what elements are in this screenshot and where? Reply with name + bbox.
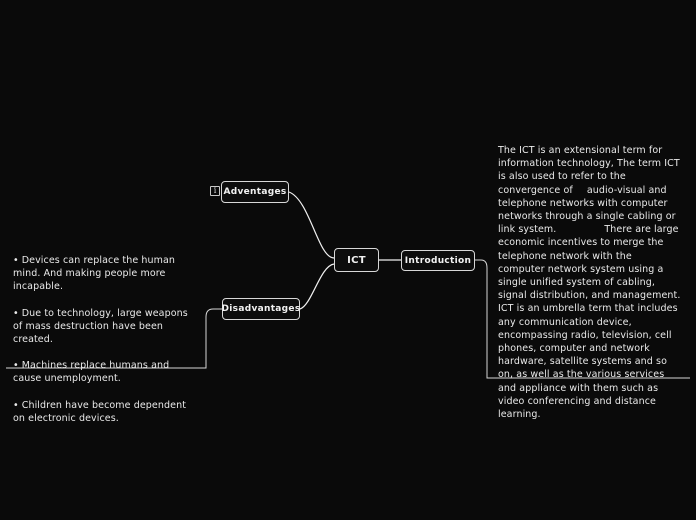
mindmap-node-advantages[interactable] [221,181,289,203]
intro-note-line-4: ICT is an umbrella term that includes any communication device, encompassing radio, television, cell phones, computer and network hardware, satellite systems and so on, as well as the various services and appliance with them such as video conferencing and distance learning. [498,303,678,421]
list-item [13,359,198,385]
list-item [13,254,198,294]
disadvantages-note-text [13,254,198,425]
list-item [13,307,198,347]
list-item-text: Devices can replace the human mind. And making people more incapable. [13,255,176,293]
introduction-note-text [498,144,681,421]
node-introduction-label: Introduction [404,255,472,266]
bullet-icon: • [13,399,19,411]
bullet-icon: • [13,307,19,319]
note-indicator-icon[interactable]: i [210,186,220,196]
list-item-text: Due to technology, large weapons of mass destruction have been created. [13,307,188,346]
list-item-text: Machines replace humans and cause unemployment. [13,360,170,385]
node-disadvantages-label: Disadvantages [221,304,301,314]
intro-note-line-2: audio-visual and telephone networks with computer networks through a single cabling or link system. [498,184,676,236]
intro-note-line-1: The ICT is an extensional term for information technology, The term ICT is also used to refer to the convergence of [498,145,680,196]
list-item-text: Children have become dependent on electronic devices. [13,399,187,424]
bullet-icon: • [13,255,19,266]
mindmap-node-disadvantages[interactable] [222,298,300,320]
node-advantages-label: Adventages [223,187,287,197]
mindmap-node-root[interactable] [334,248,379,272]
node-root-label: ICT [347,254,366,266]
list-item [13,399,198,425]
mindmap-node-introduction[interactable] [401,250,475,271]
intro-note-line-3: There are large economic incentives to merge the telephone network with the computer network system using a single unified system of cabling, signal distribution, and management. [498,224,681,302]
bullet-icon: • [13,360,19,372]
